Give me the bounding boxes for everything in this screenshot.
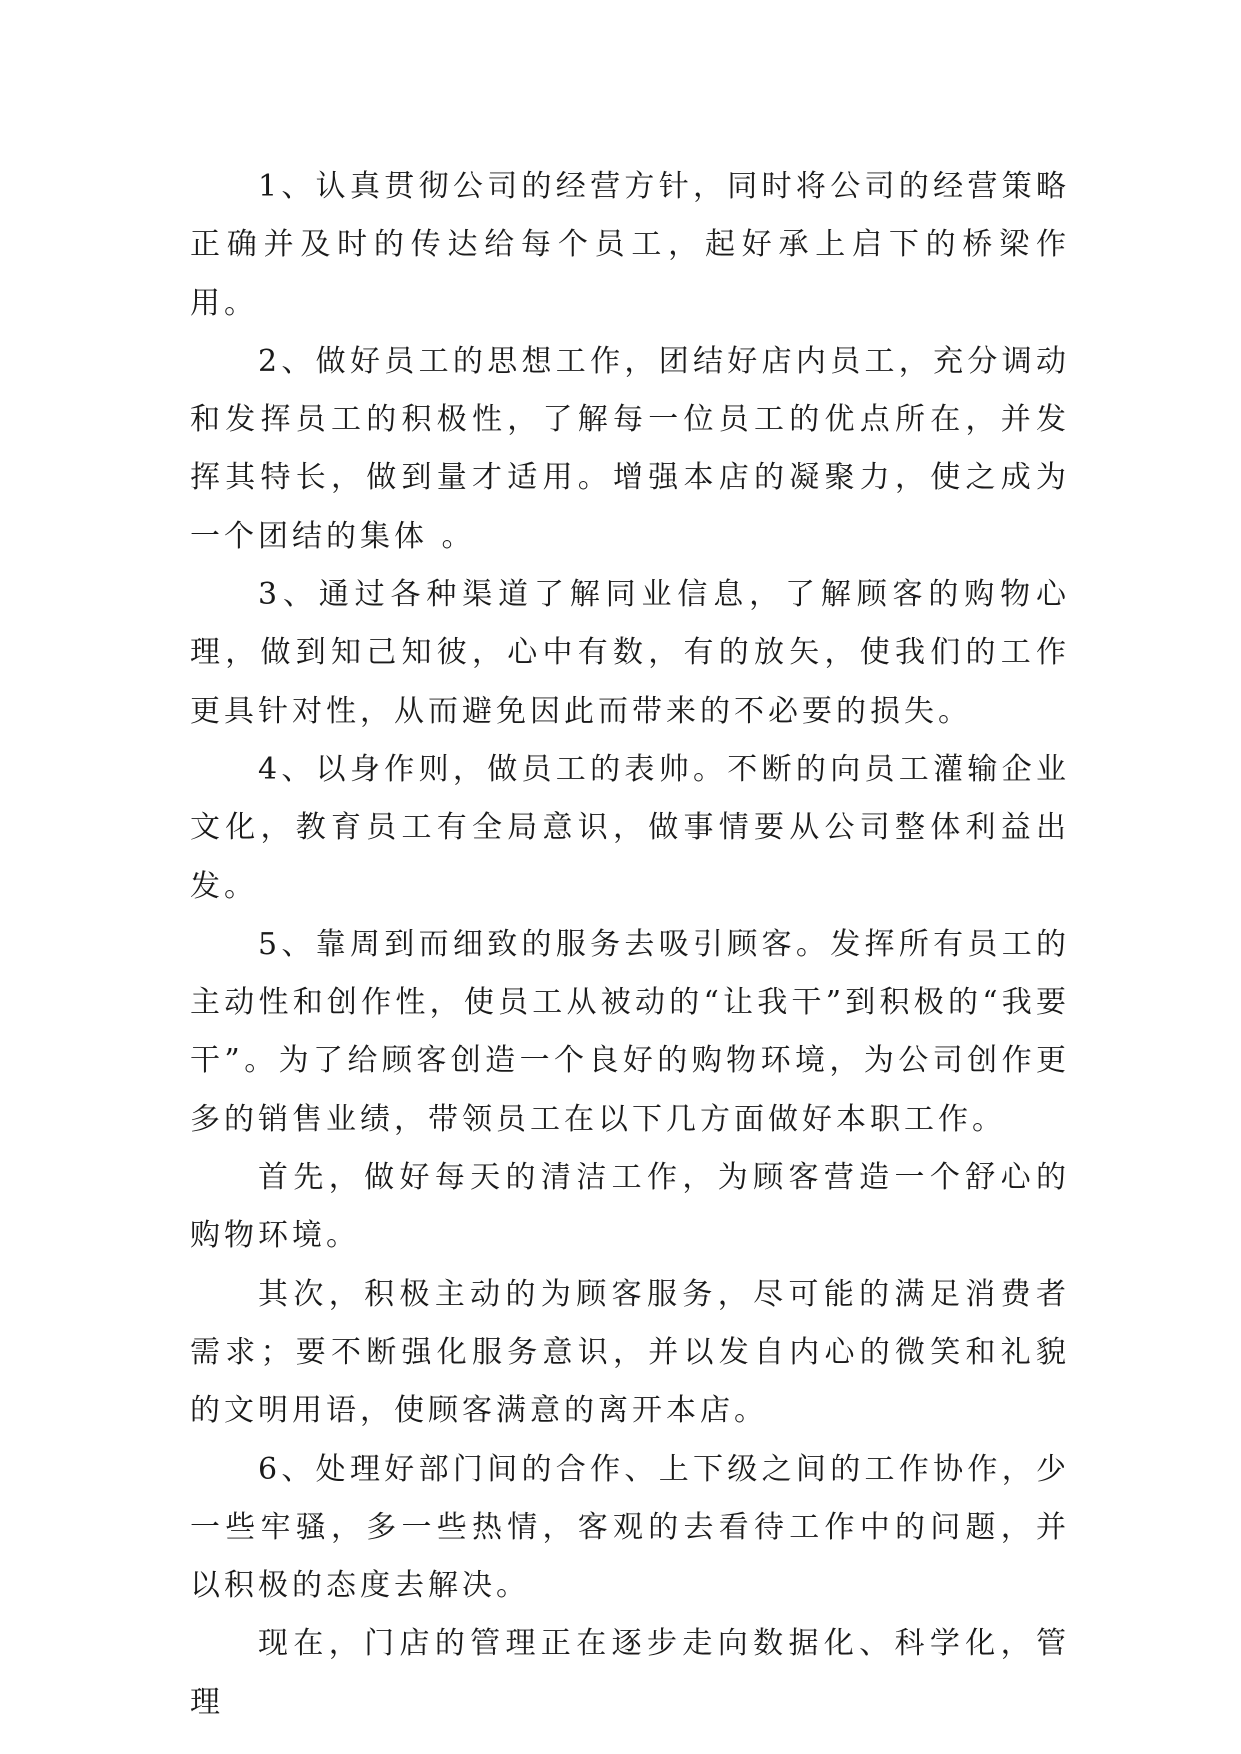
paragraph-first: 首先，做好每天的清洁工作，为顾客营造一个舒心的购物环境。 (190, 1160, 1070, 1254)
paragraph-2: 2、做好员工的思想工作，团结好店内员工，充分调动和发挥员工的积极性，了解每一位员工的优点所在，并发挥其特长，做到量才适用。增强本店的凝聚力，使之成为一个团结的集体 。 (190, 343, 1070, 554)
paragraph-second: 其次，积极主动的为顾客服务，尽可能的满足消费者需求；要不断强化服务意识，并以发自内心的微笑和礼貌的文明用语，使顾客满意的离开本店。 (190, 1276, 1070, 1429)
paragraph-4: 4、以身作则，做员工的表帅。不断的向员工灌输企业文化，教育员工有全局意识，做事情要从公司整体利益出发。 (190, 751, 1070, 904)
paragraph-now: 现在，门店的管理正在逐步走向数据化、科学化，管理 (190, 1626, 1070, 1720)
paragraph-5: 5、靠周到而细致的服务去吸引顾客。发挥所有员工的主动性和创作性，使员工从被动的“让我干”到积极的“我要干”。为了给顾客创造一个良好的购物环境，为公司创作更多的销售业绩，带领员工在以下几方面做好本职工作。 (190, 926, 1070, 1137)
paragraph-6: 6、处理好部门间的合作、上下级之间的工作协作，少一些牢骚，多一些热情，客观的去看待工作中的问题，并以积极的态度去解决。 (190, 1451, 1070, 1604)
paragraph-3: 3、通过各种渠道了解同业信息，了解顾客的购物心理，做到知己知彼，心中有数，有的放矢，使我们的工作更具针对性，从而避免因此而带来的不必要的损失。 (190, 577, 1070, 729)
document-body (190, 158, 1070, 1732)
paragraph-1: 1、认真贯彻公司的经营方针，同时将公司的经营策略正确并及时的传达给每个员工，起好承上启下的桥梁作用。 (190, 169, 1070, 321)
